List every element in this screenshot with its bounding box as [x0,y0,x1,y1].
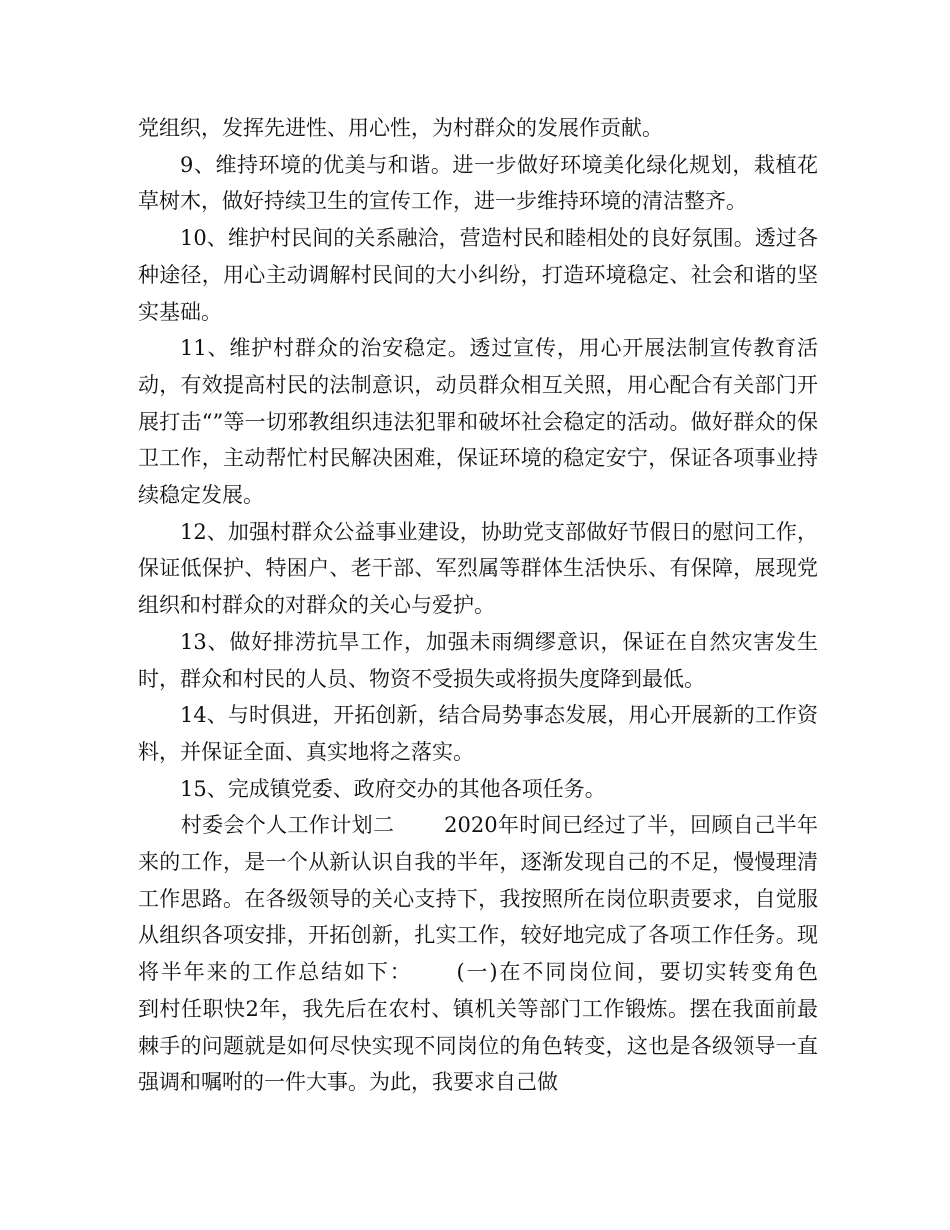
paragraph-plan-two: 村委会个人工作计划二 2020年时间已经过了半，回顾自己半年来的工作，是一个从新认识自我的半年，逐渐发现自己的不足，慢慢理清工作思路。在各级领导的关心支持下，我按照所在岗位职责要求，自觉服从组织各项安排，开拓创新，扎实工作，较好地完成了各项工作任务。现将半年来的工作总结如下： (一)在不同岗位间，要切实转变角色 到村任职快2年，我先后在农村、镇机关等部门工作锻炼。摆在我面前最棘手的问题就是如何尽快实现不同岗位的角色转变，这也是各级领导一直强调和嘱咐的一件大事。为此，我要求自己做 [138,813,867,1095]
paragraph-item-13: 13、做好排涝抗旱工作，加强未雨绸缪意识，保证在自然灾害发生时，群众和村民的人员、物资不受损失或将损失度降到最低。 [138,629,818,691]
paragraph-item-15: 15、完成镇党委、政府交办的其他各项任务。 [180,776,606,801]
paragraph-item-10: 10、维护村民间的关系融洽，营造村民和睦相处的良好氛围。透过各种途径，用心主动调解村民间的大小纠纷，打造环境稳定、社会和谐的坚实基础。 [138,226,818,324]
paragraph-continuation: 党组织，发挥先进性、用心性，为村群众的发展作贡献。 [138,116,663,140]
document-body [138,110,867,1101]
paragraph-item-11: 11、维护村群众的治安稳定。透过宣传，用心开展法制宣传教育活动，有效提高村民的法制意识，动员群众相互关照，用心配合有关部门开展打击“”等一切邪教组织违法犯罪和破坏社会稳定的活动。做好群众的保卫工作，主动帮忙村民解决困难，保证环境的稳定安宁，保证各项事业持续稳定发展。 [138,336,818,508]
paragraph-item-12: 12、加强村群众公益事业建设，协助党支部做好节假日的慰问工作，保证低保护、特困户、老干部、军烈属等群体生活快乐、有保障，展现党组织和村群众的对群众的关心与爱护。 [138,519,818,618]
paragraph-item-14: 14、与时俱进，开拓创新，结合局势事态发展，用心开展新的工作资料，并保证全面、真实地将之落实。 [138,703,818,764]
paragraph-item-9: 9、维持环境的优美与和谐。进一步做好环境美化绿化规划，栽植花草树木，做好持续卫生的宣传工作，进一步维持环境的清洁整齐。 [138,152,818,214]
